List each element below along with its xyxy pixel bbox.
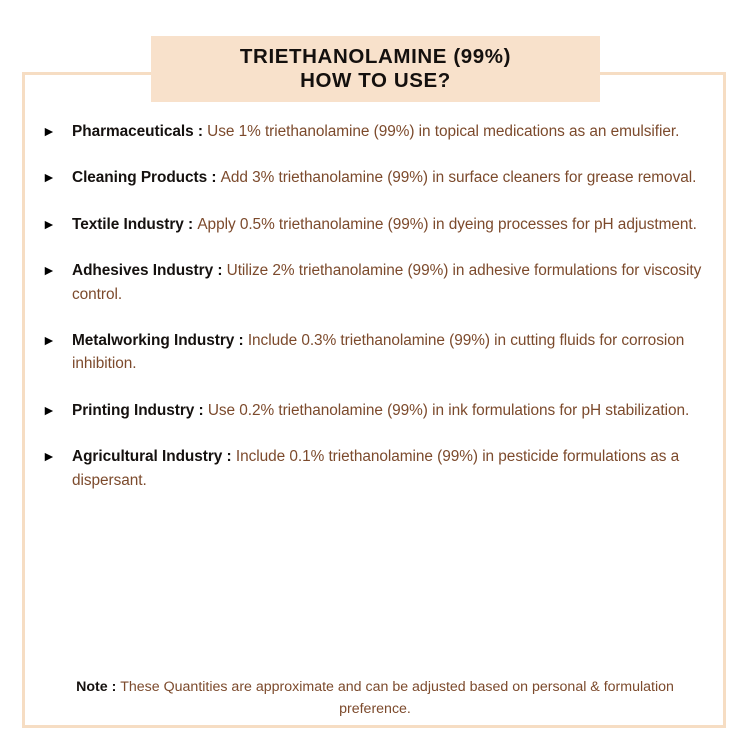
- list-item-separator: :: [183, 215, 198, 233]
- bullet-arrow-icon: ►: [42, 262, 56, 279]
- bullet-arrow-icon: ►: [42, 215, 56, 232]
- list-item: [42, 120, 720, 143]
- note-label: Note: [76, 679, 108, 695]
- list-item-text: [72, 120, 712, 143]
- note-text: These Quantities are approximate and can be adjusted based on personal & formulation preference.: [120, 679, 674, 717]
- list-item-description: Use 1% triethanolamine (99%) in topical medications as an emulsifier.: [207, 123, 680, 140]
- list-item-description: Apply 0.5% triethanolamine (99%) in dyeing processes for pH adjustment.: [197, 215, 697, 233]
- list-item-description: Include 0.1% triethanolamine (99%) in pesticide formulations as a dispersant.: [72, 448, 680, 489]
- bullet-arrow-icon: ►: [42, 448, 56, 465]
- list-item-text: [72, 399, 712, 422]
- list-item-label: Cleaning Products: [72, 169, 208, 187]
- list-item: [42, 329, 720, 376]
- list-item-description: Add 3% triethanolamine (99%) in surface cleaners for grease removal.: [220, 169, 697, 187]
- note-section: [60, 676, 690, 720]
- list-item-label: Agricultural Industry: [72, 448, 223, 466]
- list-item: [42, 259, 720, 306]
- list-item-separator: :: [207, 169, 221, 187]
- list-item-label: Textile Industry: [72, 215, 184, 233]
- list-item-text: [72, 166, 712, 189]
- note-separator: :: [107, 679, 121, 695]
- list-item-text: [72, 213, 712, 236]
- list-item: [42, 399, 720, 422]
- list-item: [42, 445, 720, 492]
- list-item-description: Utilize 2% triethanolamine (99%) in adhesive formulations for viscosity control.: [72, 262, 702, 303]
- list-item-text: [72, 445, 712, 492]
- list-item-label: Adhesives Industry: [72, 262, 214, 280]
- list-item: [42, 166, 720, 189]
- list-item-separator: :: [194, 401, 208, 419]
- list-item-text: [72, 259, 712, 306]
- list-item-description: Include 0.3% triethanolamine (99%) in cutting fluids for corrosion inhibition.: [72, 332, 685, 373]
- list-item-description: Use 0.2% triethanolamine (99%) in ink formulations for pH stabilization.: [207, 401, 690, 419]
- list-item-separator: :: [193, 123, 208, 140]
- list-item-label: Printing Industry: [72, 401, 195, 419]
- list-item-separator: :: [213, 262, 227, 280]
- bullet-arrow-icon: ►: [42, 332, 56, 349]
- list-item-text: [72, 329, 712, 376]
- page-title-line-1: TRIETHANOLAMINE (99%): [239, 45, 512, 69]
- list-item-separator: :: [222, 448, 236, 466]
- page-title-line-2: HOW TO USE?: [300, 69, 451, 92]
- title-banner: [151, 36, 600, 102]
- list-item-label: Pharmaceuticals: [72, 123, 194, 140]
- bullet-arrow-icon: ►: [42, 169, 56, 186]
- bullet-arrow-icon: ►: [42, 401, 56, 418]
- list-item: [42, 213, 720, 236]
- bullet-arrow-icon: ►: [42, 123, 56, 139]
- list-item-label: Metalworking Industry: [72, 332, 235, 350]
- list-item-separator: :: [234, 332, 248, 350]
